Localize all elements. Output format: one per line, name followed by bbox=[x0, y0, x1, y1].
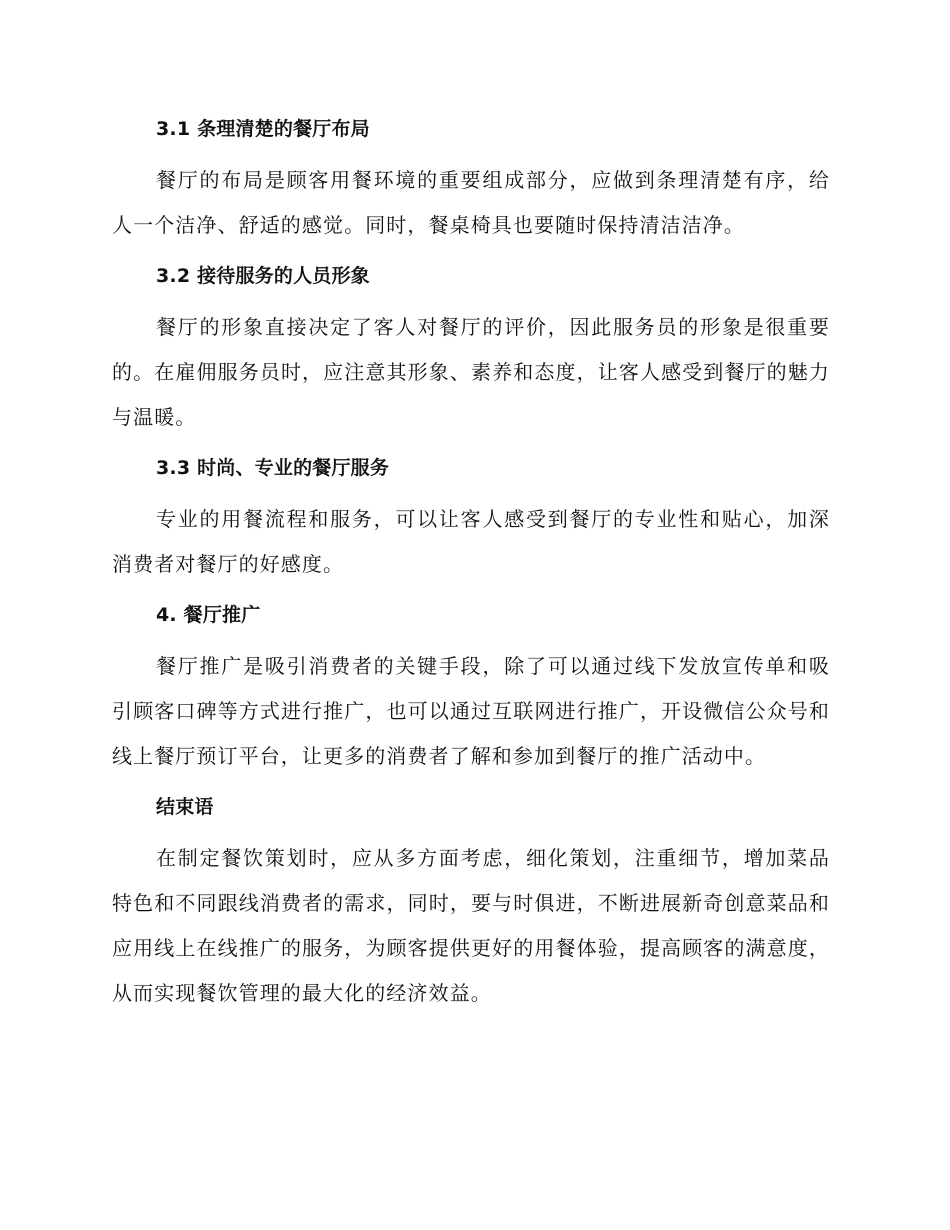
section-paragraph-3-3: 专业的用餐流程和服务，可以让客人感受到餐厅的专业性和贴心，加深消费者对餐厅的好感度。 bbox=[112, 507, 830, 576]
section-heading-conclusion: 结束语 bbox=[156, 796, 214, 818]
section-paragraph-3-2: 餐厅的形象直接决定了客人对餐厅的评价，因此服务员的形象是很重要的。在雇佣服务员时，应注意其形象、素养和态度，让客人感受到餐厅的魅力与温暖。 bbox=[112, 315, 830, 429]
section-heading-3-2: 3.2 接待服务的人员形象 bbox=[156, 265, 370, 287]
section-paragraph-4: 餐厅推广是吸引消费者的关键手段，除了可以通过线下发放宣传单和吸引顾客口碑等方式进行推广，也可以通过互联网进行推广，开设微信公众号和线上餐厅预订平台，让更多的消费者了解和参加到餐厅的推广活动中。 bbox=[112, 654, 830, 768]
section-paragraph-3-1: 餐厅的布局是顾客用餐环境的重要组成部分，应做到条理清楚有序，给人一个洁净、舒适的感觉。同时，餐桌椅具也要随时保持清洁洁净。 bbox=[112, 168, 830, 237]
section-heading-4: 4. 餐厅推广 bbox=[156, 604, 261, 626]
section-heading-3-1: 3.1 条理清楚的餐厅布局 bbox=[156, 118, 370, 140]
section-paragraph-conclusion: 在制定餐饮策划时，应从多方面考虑，细化策划，注重细节，增加菜品特色和不同跟线消费者的需求，同时，要与时俱进，不断进展新奇创意菜品和应用线上在线推广的服务，为顾客提供更好的用餐体验，提高顾客的满意度，从而实现餐饮管理的最大化的经济效益。 bbox=[112, 846, 830, 1005]
section-heading-3-3: 3.3 时尚、专业的餐厅服务 bbox=[156, 457, 390, 479]
